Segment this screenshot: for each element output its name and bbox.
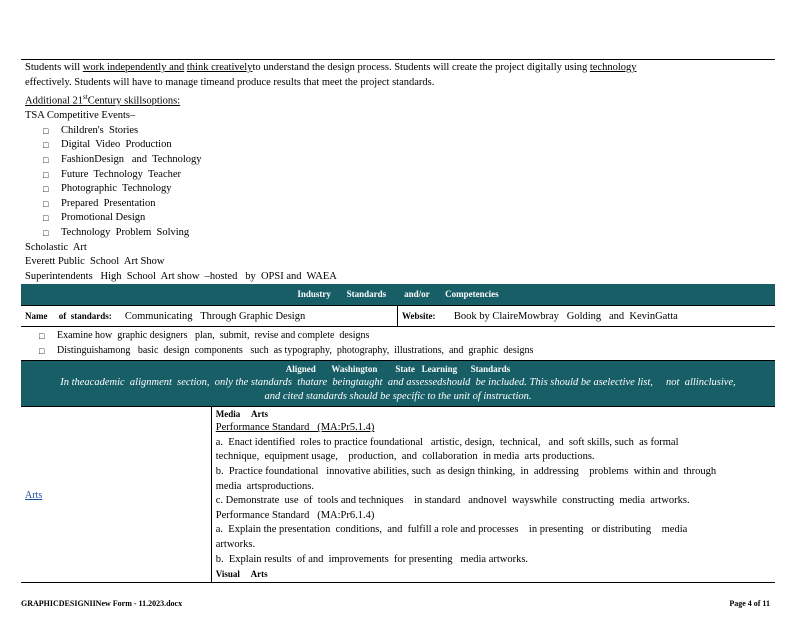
arts-standard-line: c. Demonstrate use of tools and techniques in standard andnovel wayswhile constructing media artworks. <box>215 495 690 507</box>
other-events <box>25 241 771 285</box>
arts-standard-line: media artsproductions. <box>215 480 315 492</box>
bullet-box-icon: □ <box>43 125 49 136</box>
arts-standard-line: Performance Standard (MA:Pr5.1.4) <box>215 422 375 434</box>
arts-standard-line: a. Enact identified roles to practice foundational artistic, design, technical, and soft skills, such as formal <box>215 436 679 448</box>
tsa-events-list <box>25 124 771 241</box>
intro-line-2: effectively. Students will have to manage timeand produce results that meet the project standards. <box>25 76 435 88</box>
list-item: □ Distinguishamong basic design components such as typography, photography, illustrations, and graphic designs <box>21 344 775 359</box>
bullet-box-icon: □ <box>43 140 49 151</box>
footer-page-number: Page 4 of 11 <box>729 599 770 608</box>
other-event: Everett Public School Art Show <box>25 256 165 268</box>
standards-row <box>21 305 775 327</box>
intro-line-1: Students will work independently and think creativelyto understand the design process. Students will create the project digitally using technology <box>25 62 637 73</box>
bullet-box-icon: □ <box>39 346 45 356</box>
competencies-section <box>21 327 775 360</box>
bullet-box-icon: □ <box>39 331 45 342</box>
document-body <box>21 59 775 583</box>
list-item: □ FashionDesign and Technology <box>25 153 771 168</box>
aligned-standards-header <box>21 361 775 406</box>
skills-heading: Additional 21stCentury skillsoptions: <box>25 93 181 107</box>
other-event: Scholastic Art <box>25 241 87 253</box>
intro-section <box>21 60 775 284</box>
aligned-instructions-1: In theacademic alignment section, only the standards thatare beingtaught and assessedshould be included. This should be aselective list, not allinclusive, <box>60 376 736 388</box>
footer-filename: GRAPHICDESIGNIINew Form - 11.2023.docx <box>21 599 183 608</box>
bullet-box-icon: □ <box>43 155 49 166</box>
bottom-rule <box>21 582 775 583</box>
other-event: Superintendents High School Art show –hosted by OPSI and WAEA <box>25 270 337 282</box>
arts-row <box>21 406 775 582</box>
arts-standard-line: Visual Arts <box>215 569 268 580</box>
name-of-standards-label: Name of standards: <box>25 311 112 322</box>
list-item: □ Future Technology Teacher <box>25 168 771 183</box>
website-value: Book by ClaireMowbray Golding and KevinGatta <box>453 311 678 323</box>
list-item: □ Technology Problem Solving <box>25 226 771 241</box>
think-creatively: think creatively <box>186 62 253 73</box>
aligned-title: Aligned Washington State Learning Standards <box>285 363 511 374</box>
arts-standard-line: Media Arts <box>215 408 268 419</box>
bullet-box-icon: □ <box>43 184 49 195</box>
list-item: □ Digital Video Production <box>25 138 771 153</box>
bullet-box-icon: □ <box>43 228 49 239</box>
competencies-list <box>21 329 775 358</box>
arts-standard-line: Performance Standard (MA:Pr6.1.4) <box>215 509 375 521</box>
name-of-standards-value: Communicating Through Graphic Design <box>124 311 306 323</box>
arts-standard-line: artworks. <box>215 538 256 550</box>
bullet-box-icon: □ <box>43 169 49 180</box>
industry-standards-header: Industry Standards and/or Competencies <box>21 284 775 305</box>
list-item: □ Prepared Presentation <box>25 197 771 212</box>
arts-standard-line: b. Explain results of and improvements for presenting media artworks. <box>215 553 529 565</box>
bullet-box-icon: □ <box>43 213 49 224</box>
website-label: Website: <box>402 311 436 322</box>
arts-standard-line: technique, equipment usage, production, and collaboration in media arts productions. <box>215 451 595 463</box>
list-item: □ Examine how graphic designers plan, submit, revise and complete designs <box>21 329 775 344</box>
list-item: □ Photographic Technology <box>25 182 771 197</box>
arts-standard-line: a. Explain the presentation conditions, and fulfill a role and processes in presenting or distributing media <box>215 524 688 536</box>
arts-subject-cell <box>21 407 212 582</box>
arts-standards-cell <box>212 407 775 582</box>
arts-standard-line: b. Practice foundational innovative abilities, such as design thinking, in addressing problems within and through <box>215 465 717 477</box>
list-item: □ Promotional Design <box>25 211 771 226</box>
tsa-heading: TSA Competitive Events– <box>25 110 136 122</box>
list-item: □ Children's Stories <box>25 124 771 139</box>
work-independently: work independently and <box>82 62 185 73</box>
arts-link[interactable]: Arts <box>25 489 43 501</box>
technology-link: technology <box>589 62 637 73</box>
bullet-box-icon: □ <box>43 198 49 209</box>
aligned-instructions-2: and cited standards should be specific to the unit of instruction. <box>264 390 532 402</box>
